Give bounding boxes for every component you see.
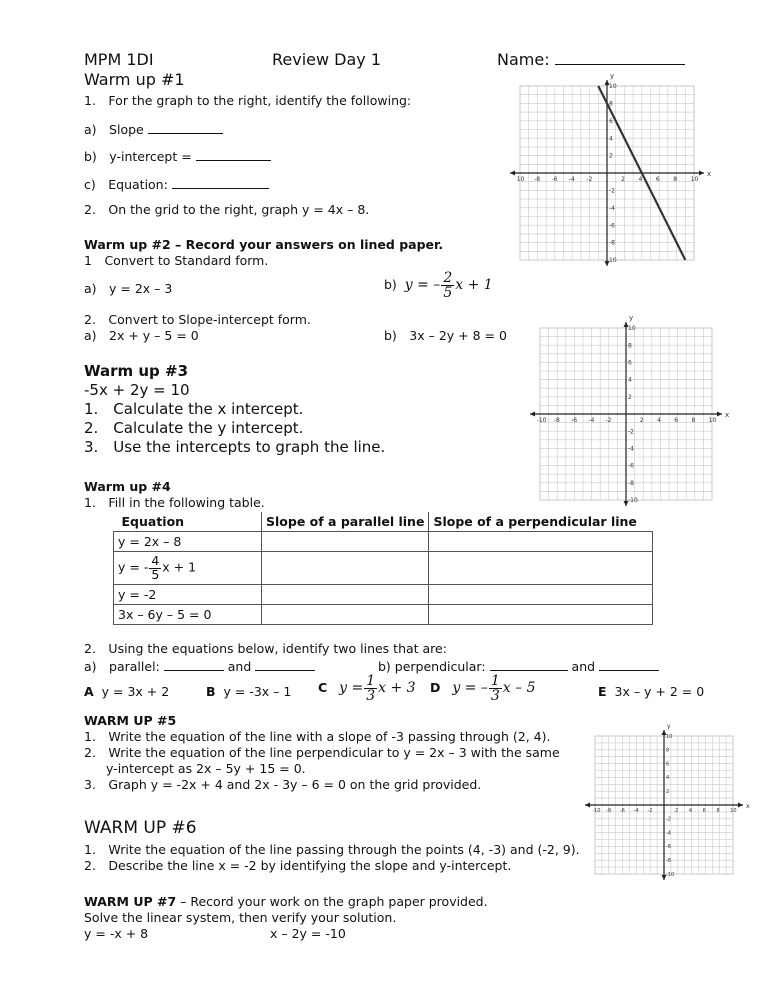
w6-l2: 2. Describe the line x = -2 by identifying the slope and y-intercept. (84, 858, 512, 873)
x-tick-label: -2 (647, 808, 653, 814)
name-blank[interactable] (555, 51, 685, 65)
x-tick-label: -10 (536, 417, 547, 424)
y-tick-label: 2 (666, 788, 670, 795)
w6-l1: 1. Write the equation of the line passing through the points (4, -3) and (-2, 9). (84, 842, 580, 857)
y-tick-label: -6 (609, 222, 615, 230)
w4-q1: 1. Fill in the following table. (84, 495, 265, 510)
w2-q1: 1 Convert to Standard form. (84, 253, 269, 268)
course-code: MPM 1DI (84, 50, 154, 69)
x-tick-label: -4 (633, 808, 639, 814)
x-axis-arrow (738, 803, 743, 808)
y-tick-label: 4 (628, 376, 632, 384)
cell-input[interactable] (262, 532, 429, 552)
y-tick-label: 10 (628, 325, 636, 333)
x-tick-label: 6 (702, 808, 706, 814)
x-axis-arrow (510, 171, 515, 176)
x-tick-label: -6 (551, 176, 558, 183)
w5-title: WARM UP #5 (84, 713, 177, 728)
slope-table (113, 512, 653, 625)
x-tick-label: -8 (606, 808, 612, 814)
x-axis-arrow (585, 803, 590, 808)
x-tick-label: -2 (586, 176, 593, 183)
option-c: C y = $\frac{1}{3}$ x + 3 (318, 673, 416, 704)
cell-input[interactable] (262, 585, 429, 605)
y-tick-label: -4 (609, 204, 615, 212)
w1-title: Warm up #1 (84, 70, 185, 89)
w4-q2: 2. Using the equations below, identify two lines that are: (84, 641, 447, 656)
y-tick-label: -4 (628, 445, 634, 453)
x-tick-label: -2 (605, 417, 612, 424)
x-tick-label: 8 (691, 417, 696, 424)
w7-eq2: x – 2y = -10 (270, 926, 346, 941)
y-tick-label: 2 (609, 152, 613, 160)
cell-input[interactable] (429, 532, 653, 552)
y-tick-label: 4 (609, 135, 613, 143)
table-row: 3x – 6y – 5 = 0 (114, 605, 653, 625)
x-tick-label: 2 (621, 176, 625, 183)
y-tick-label: 10 (666, 733, 673, 740)
graph-grid-3[interactable] (585, 722, 750, 882)
col-perpendicular: Slope of a perpendicular line (429, 512, 653, 532)
x-axis-arrow (717, 412, 722, 417)
y-tick-label: 10 (609, 257, 617, 265)
x-tick-label: -6 (571, 417, 578, 424)
y-tick-label: 8 (628, 342, 632, 350)
y-tick-label: 4 (666, 775, 670, 782)
x-tick-label: -4 (588, 417, 595, 424)
frac-2-5: $\frac{2}{5}$ (443, 270, 453, 301)
w3-title: Warm up #3 (84, 362, 189, 380)
w4-perpendicular: b) perpendicular: and (378, 657, 659, 674)
graph-grid-2[interactable] (520, 312, 735, 512)
w2-b: b) y = – $\frac{2}{5}$ x + 1 (384, 270, 493, 301)
y-tick-label: -2 (628, 428, 634, 436)
x-tick-label: 4 (688, 808, 693, 814)
w5-l3: 3. Graph y = -2x + 4 and 2x - 3y – 6 = 0 on the grid provided. (84, 777, 482, 792)
x-tick-label: 4 (638, 176, 643, 183)
y-tick-label: -6 (666, 844, 671, 851)
x-tick-label: 8 (716, 808, 720, 814)
w6-title: WARM UP #6 (84, 818, 197, 838)
perpendicular-blank-1[interactable] (490, 657, 568, 671)
page-title: Review Day 1 (272, 50, 382, 69)
y-tick-label: -8 (628, 479, 634, 487)
x-tick-label: 2 (639, 417, 644, 424)
y-tick-label: -6 (628, 462, 634, 470)
table-header-row (114, 512, 653, 532)
x-tick-label: 10 (708, 417, 717, 424)
option-a: A y = 3x + 2 (84, 684, 170, 699)
cell-input[interactable] (429, 552, 653, 585)
x-axis-label: x (746, 803, 750, 810)
name-label: Name: (497, 50, 685, 69)
parallel-blank-1[interactable] (164, 657, 224, 671)
x-tick-label: -4 (568, 176, 575, 183)
yint-blank[interactable] (196, 147, 271, 161)
x-tick-label: 6 (674, 417, 679, 424)
y-tick-label: 10 (609, 83, 617, 91)
y-tick-label: 6 (666, 761, 670, 768)
y-tick-label: 8 (609, 100, 613, 108)
perpendicular-blank-2[interactable] (599, 657, 659, 671)
w7-eq1: y = -x + 8 (84, 926, 149, 941)
w1-yint: b) y-intercept = (84, 147, 271, 164)
option-d: D y = – $\frac{1}{3}$ x – 5 (430, 673, 536, 704)
w2-title: Warm up #2 – Record your answers on lined paper. (84, 237, 444, 252)
cell-input[interactable] (262, 552, 429, 585)
x-tick-label: -6 (619, 808, 625, 814)
w1-slope: a) Slope (84, 120, 223, 137)
x-tick-label: -10 (592, 808, 601, 814)
x-axis-arrow (699, 171, 704, 176)
y-tick-label: 6 (628, 359, 632, 367)
w5-l2b: y-intercept as 2x – 5y + 15 = 0. (106, 761, 306, 776)
x-tick-label: 10 (690, 176, 699, 183)
y-axis-label: y (667, 723, 671, 730)
y-tick-label: 6 (609, 117, 613, 125)
y-tick-label: -8 (609, 239, 615, 247)
frac-1-3: $\frac{1}{3}$ (366, 673, 376, 704)
x-tick-label: 6 (655, 176, 660, 183)
w2-q2: 2. Convert to Slope-intercept form. (84, 312, 311, 327)
w3-eq: -5x + 2y = 10 (84, 381, 190, 399)
y-tick-label: -2 (666, 816, 671, 823)
w5-l1: 1. Write the equation of the line with a slope of -3 passing through (2, 4). (84, 729, 551, 744)
x-tick-label: 4 (657, 417, 661, 424)
x-tick-label: 10 (730, 808, 737, 814)
x-tick-label: -8 (553, 417, 560, 424)
cell-input[interactable] (429, 585, 653, 605)
w2-q2b: b) 3x – 2y + 8 = 0 (384, 328, 507, 343)
x-axis-label: x (707, 170, 712, 178)
x-axis-arrow (530, 412, 535, 417)
x-tick-label: 10 (516, 176, 525, 183)
col-parallel: Slope of a parallel line (262, 512, 429, 532)
frac-1-3: $\frac{1}{3}$ (490, 673, 500, 704)
y-axis-label: y (610, 72, 615, 80)
w7-l1: Solve the linear system, then verify your solution. (84, 910, 397, 925)
w5-l2: 2. Write the equation of the line perpendicular to y = 2x – 3 with the same (84, 745, 560, 760)
y-tick-label: 2 (628, 393, 632, 401)
y-tick-label: -8 (666, 857, 671, 864)
y-tick-label: -4 (666, 830, 671, 837)
y-tick-label: -2 (609, 187, 615, 195)
equation-blank[interactable] (172, 175, 269, 189)
x-tick-label: 2 (675, 808, 679, 814)
y-axis-label: y (629, 314, 634, 322)
w1-equation: c) Equation: (84, 175, 269, 192)
col-equation: Equation (114, 512, 262, 532)
y-tick-label: -10 (666, 871, 675, 878)
w1-q2: 2. On the grid to the right, graph y = 4x – 8. (84, 202, 370, 217)
y-tick-label: -10 (628, 497, 638, 505)
w2-a: a) y = 2x – 3 (84, 281, 173, 296)
x-axis-label: x (725, 411, 730, 419)
cell-input[interactable] (429, 605, 653, 625)
w4-parallel: a) parallel: and (84, 657, 315, 674)
w3-l3: 3. Use the intercepts to graph the line. (84, 438, 386, 456)
x-tick-label: 8 (673, 176, 678, 183)
graph-grid-1[interactable] (500, 70, 730, 270)
table-row: y = 2x – 8 (114, 532, 653, 552)
cell-input[interactable] (262, 605, 429, 625)
frac-4-5: $\frac{4}{5}$ (151, 553, 160, 582)
x-tick-label: -8 (534, 176, 541, 183)
slope-blank[interactable] (148, 120, 223, 134)
y-tick-label: 8 (666, 747, 670, 754)
w2-q2a: a) 2x + y – 5 = 0 (84, 328, 199, 343)
w7-title: WARM UP #7 – Record your work on the graph paper provided. (84, 894, 488, 909)
w4-title: Warm up #4 (84, 479, 171, 494)
w3-l1: 1. Calculate the x intercept. (84, 400, 304, 418)
option-e: E 3x – y + 2 = 0 (598, 684, 705, 699)
w1-q1: 1. For the graph to the right, identify the following: (84, 93, 412, 108)
table-row: y = -2 (114, 585, 653, 605)
table-row: y = - $\frac{4}{5}$ x + 1 (114, 552, 653, 585)
option-b: B y = -3x – 1 (206, 684, 292, 699)
parallel-blank-2[interactable] (255, 657, 315, 671)
w3-l2: 2. Calculate the y intercept. (84, 419, 304, 437)
